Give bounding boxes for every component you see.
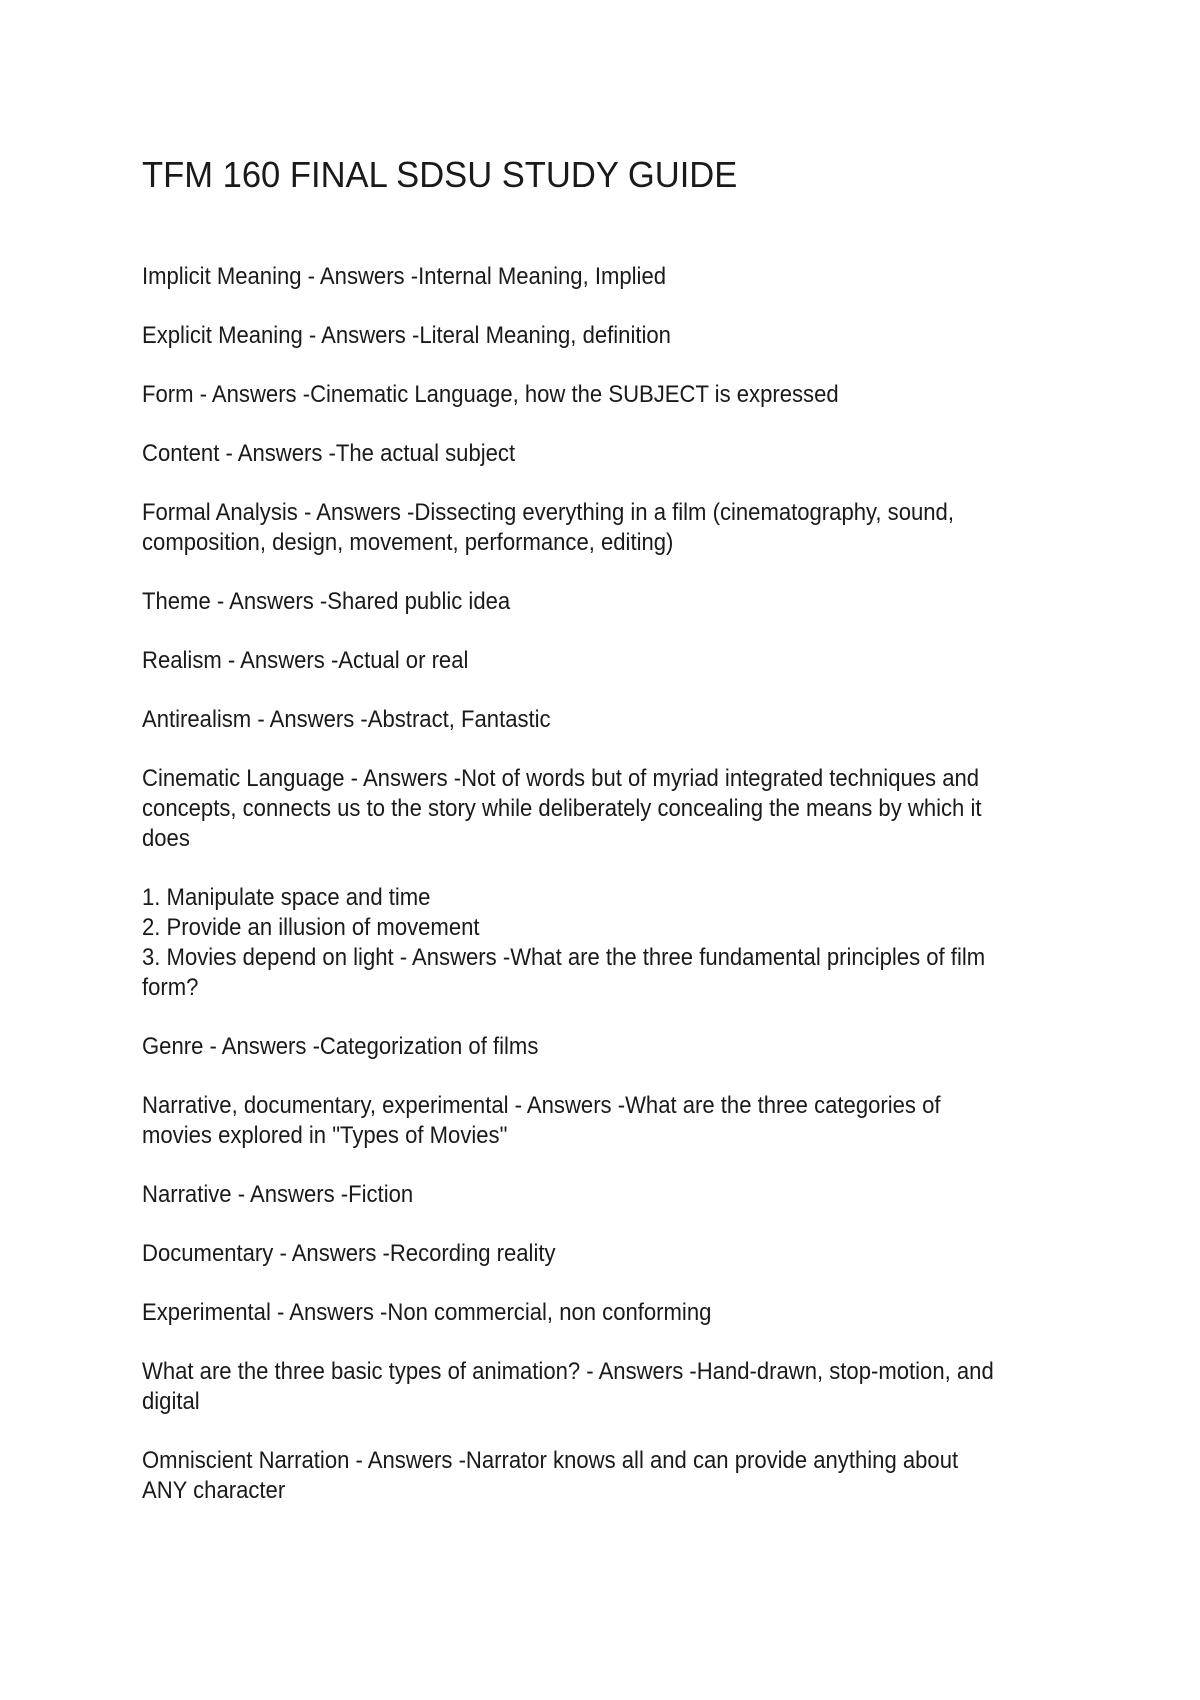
entry-experimental <box>142 1298 1080 1328</box>
entry-form <box>142 380 1080 410</box>
entry-line: Omniscient Narration - Answers -Narrator knows all and can provide anything about <box>142 1447 959 1474</box>
document-page <box>142 150 1082 1535</box>
entry-line: Explicit Meaning - Answers -Literal Meaning, definition <box>142 322 671 349</box>
entry-implicit-meaning <box>142 262 1080 292</box>
entry-documentary <box>142 1239 1080 1269</box>
entry-line: Experimental - Answers -Non commercial, non conforming <box>142 1299 712 1326</box>
entry-line: movies explored in "Types of Movies" <box>142 1122 508 1149</box>
entry-line: Genre - Answers -Categorization of films <box>142 1033 539 1060</box>
entry-theme <box>142 587 1080 617</box>
entry-line: 3. Movies depend on light - Answers -What are the three fundamental principles of film <box>142 944 986 971</box>
entry-line: Realism - Answers -Actual or real <box>142 647 469 674</box>
entry-line: ANY character <box>142 1477 286 1504</box>
entry-line: 1. Manipulate space and time <box>142 884 431 911</box>
entry-line: Narrative, documentary, experimental - Answers -What are the three categories of <box>142 1092 941 1119</box>
entry-formal-analysis <box>142 498 1080 558</box>
entry-line: Formal Analysis - Answers -Dissecting everything in a film (cinematography, sound, <box>142 499 954 526</box>
page-title: TFM 160 FINAL SDSU STUDY GUIDE <box>142 154 738 195</box>
entry-three-principles <box>142 883 1080 1003</box>
entry-line: does <box>142 825 190 852</box>
entry-line: concepts, connects us to the story while deliberately concealing the means by which it <box>142 795 982 822</box>
entry-line: Theme - Answers -Shared public idea <box>142 588 511 615</box>
entry-line: 2. Provide an illusion of movement <box>142 914 480 941</box>
entry-line: Narrative - Answers -Fiction <box>142 1181 414 1208</box>
entry-content <box>142 439 1080 469</box>
entry-cinematic-language <box>142 764 1080 854</box>
entry-omniscient-narration <box>142 1446 1080 1506</box>
entry-antirealism <box>142 705 1080 735</box>
entry-line: What are the three basic types of animation? - Answers -Hand-drawn, stop-motion, and <box>142 1358 994 1385</box>
entry-line: composition, design, movement, performance, editing) <box>142 529 674 556</box>
entry-line: digital <box>142 1388 200 1415</box>
entry-explicit-meaning <box>142 321 1080 351</box>
entry-line: Documentary - Answers -Recording reality <box>142 1240 556 1267</box>
entry-animation-types <box>142 1357 1080 1417</box>
entry-narrative <box>142 1180 1080 1210</box>
entry-genre <box>142 1032 1080 1062</box>
entry-three-categories <box>142 1091 1080 1151</box>
entry-realism <box>142 646 1080 676</box>
entry-line: Implicit Meaning - Answers -Internal Meaning, Implied <box>142 263 667 290</box>
entry-line: Content - Answers -The actual subject <box>142 440 516 467</box>
entry-line: Form - Answers -Cinematic Language, how the SUBJECT is expressed <box>142 381 839 408</box>
entry-line: form? <box>142 974 199 1001</box>
entry-line: Antirealism - Answers -Abstract, Fantastic <box>142 706 551 733</box>
entry-line: Cinematic Language - Answers -Not of words but of myriad integrated techniques and <box>142 765 980 792</box>
